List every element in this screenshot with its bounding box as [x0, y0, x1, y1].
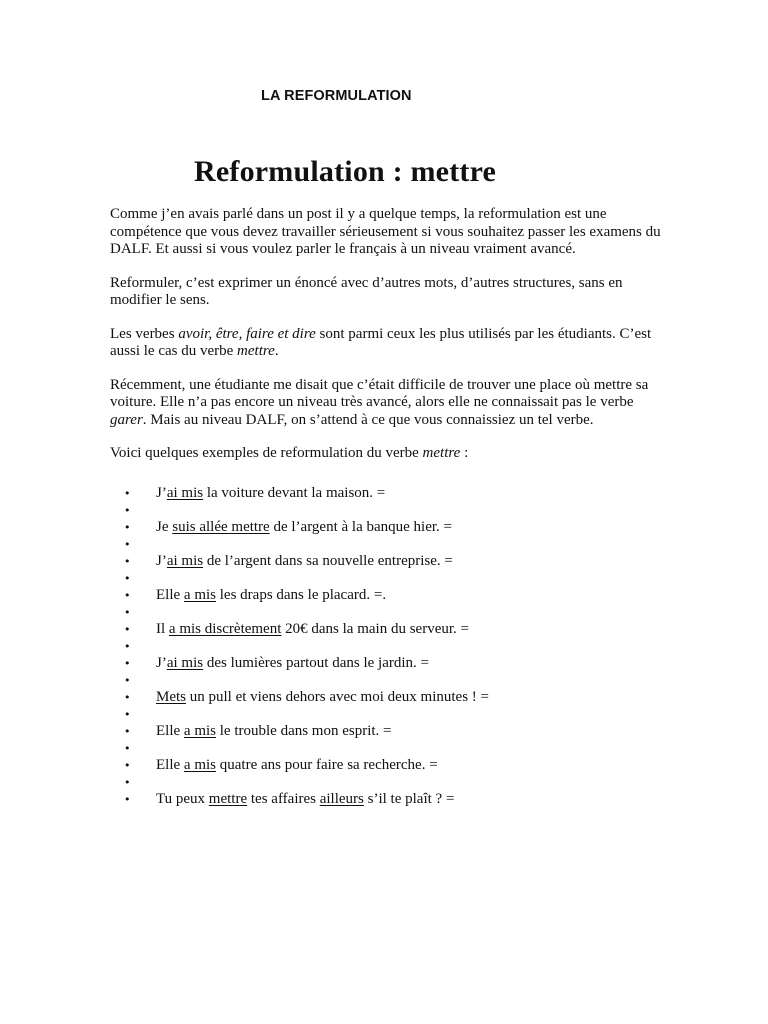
bullet-icon: • [124, 639, 131, 653]
examples-intro-paragraph [110, 445, 670, 463]
example-item [110, 519, 670, 536]
bullet-icon: • [124, 605, 131, 619]
bullet-icon: • [124, 554, 131, 568]
text-run: sont parmi ceux les plus utilisés par les étudiants. C’est aussi le cas du verbe [110, 325, 652, 359]
intro-paragraph: Comme j’en avais parlé dans un post il y a quelque temps, la reformulation est une compétence que vous devez travailler sérieusement si vous souhaitez passer les examens du DALF. Et aussi si vous voulez parler le français à un niveau vraiment avancé. [110, 206, 661, 257]
empty-list-item [110, 672, 670, 689]
example-text: Elle [156, 722, 184, 739]
bullet-icon: • [124, 690, 131, 704]
example-text: des lumières partout dans le jardin. = [203, 654, 429, 671]
bullet-icon: • [124, 758, 131, 772]
empty-list-item [110, 502, 670, 519]
example-text: un pull et viens dehors avec moi deux minutes ! = [186, 688, 489, 705]
verbs-paragraph [110, 326, 670, 361]
bullet-icon: • [124, 622, 131, 636]
bullet-icon: • [124, 503, 131, 517]
text-run: Récemment, une étudiante me disait que c’était difficile de trouver une place où mettre sa voiture. Elle n’a pas encore un niveau très avancé, alors elle ne connaissait pas le verbe [110, 376, 649, 410]
example-text: Tu peux [156, 790, 209, 807]
bullet-icon: • [124, 673, 131, 687]
empty-list-item [110, 604, 670, 621]
example-item [110, 689, 670, 706]
example-text: J’ [156, 484, 167, 501]
example-item [110, 587, 670, 604]
bullet-icon: • [124, 520, 131, 534]
italic-verb-mettre: mettre [422, 445, 461, 461]
underlined-verb: a mis [183, 756, 216, 773]
underlined-verb: a mis [183, 722, 216, 739]
bullet-icon: • [124, 537, 131, 551]
text-run: Voici quelques exemples de reformulation du verbe [110, 445, 423, 461]
empty-list-item [110, 536, 670, 553]
text-run: . Mais au niveau DALF, on s’attend à ce que vous connaissiez un tel verbe. [142, 411, 594, 428]
underlined-verb: ai mis [166, 654, 204, 671]
underlined-verb: mettre [208, 790, 248, 807]
underlined-verb: Mets [156, 688, 186, 705]
example-text: J’ [156, 654, 167, 671]
underlined-verb: a mis [183, 586, 216, 603]
empty-list-item [110, 570, 670, 587]
underlined-verb: a mis discrètement [168, 620, 282, 637]
example-item [110, 621, 670, 638]
bullet-icon: • [124, 486, 131, 500]
text-run: Les verbes [110, 325, 179, 342]
underlined-verb: suis allée mettre [172, 518, 270, 535]
main-title: Reformulation : mettre [194, 155, 497, 188]
bullet-icon: • [124, 724, 131, 738]
empty-list-item [110, 638, 670, 655]
example-text: la voiture devant la maison. = [203, 484, 386, 501]
empty-list-item [110, 740, 670, 757]
anecdote-paragraph [110, 377, 670, 430]
example-text: Il [156, 620, 169, 637]
example-text: tes affaires [247, 790, 320, 807]
text-run: : [460, 445, 469, 461]
text-run: . [274, 343, 279, 359]
example-text: J’ [156, 552, 167, 569]
italic-verb-mettre: mettre [237, 343, 275, 359]
header-title: LA REFORMULATION [261, 88, 412, 104]
example-text: de l’argent à la banque hier. = [269, 518, 452, 535]
empty-list-item [110, 774, 670, 791]
underlined-verb: ai mis [166, 484, 204, 501]
example-text: de l’argent dans sa nouvelle entreprise. = [203, 552, 453, 569]
bullet-icon: • [124, 588, 131, 602]
example-item [110, 655, 670, 672]
empty-list-item [110, 706, 670, 723]
bullet-icon: • [124, 707, 131, 721]
example-item [110, 791, 670, 808]
definition-paragraph: Reformuler, c’est exprimer un énoncé avec d’autres mots, d’autres structures, sans en modifier le sens. [110, 274, 623, 308]
bullet-icon: • [124, 775, 131, 789]
example-item [110, 485, 670, 502]
example-item [110, 553, 670, 570]
bullet-icon: • [124, 571, 131, 585]
bullet-icon: • [124, 656, 131, 670]
example-text: Elle [156, 586, 184, 603]
example-text: 20€ dans la main du serveur. = [281, 620, 469, 637]
example-text: Elle [156, 756, 184, 773]
example-text: Je [156, 518, 173, 535]
example-text: quatre ans pour faire sa recherche. = [216, 756, 438, 773]
italic-verbs: avoir, être, faire et dire [178, 325, 316, 342]
examples-list [110, 485, 670, 808]
italic-verb-garer: garer [110, 411, 143, 428]
example-text: le trouble dans mon esprit. = [216, 722, 392, 739]
example-item [110, 723, 670, 740]
bullet-icon: • [124, 792, 131, 806]
example-item [110, 757, 670, 774]
example-text: les draps dans le placard. =. [216, 586, 387, 603]
bullet-icon: • [124, 741, 131, 755]
underlined-word: ailleurs [319, 790, 364, 807]
document-body [110, 206, 670, 808]
underlined-verb: ai mis [166, 552, 204, 569]
example-text: s’il te plaît ? = [363, 790, 455, 807]
